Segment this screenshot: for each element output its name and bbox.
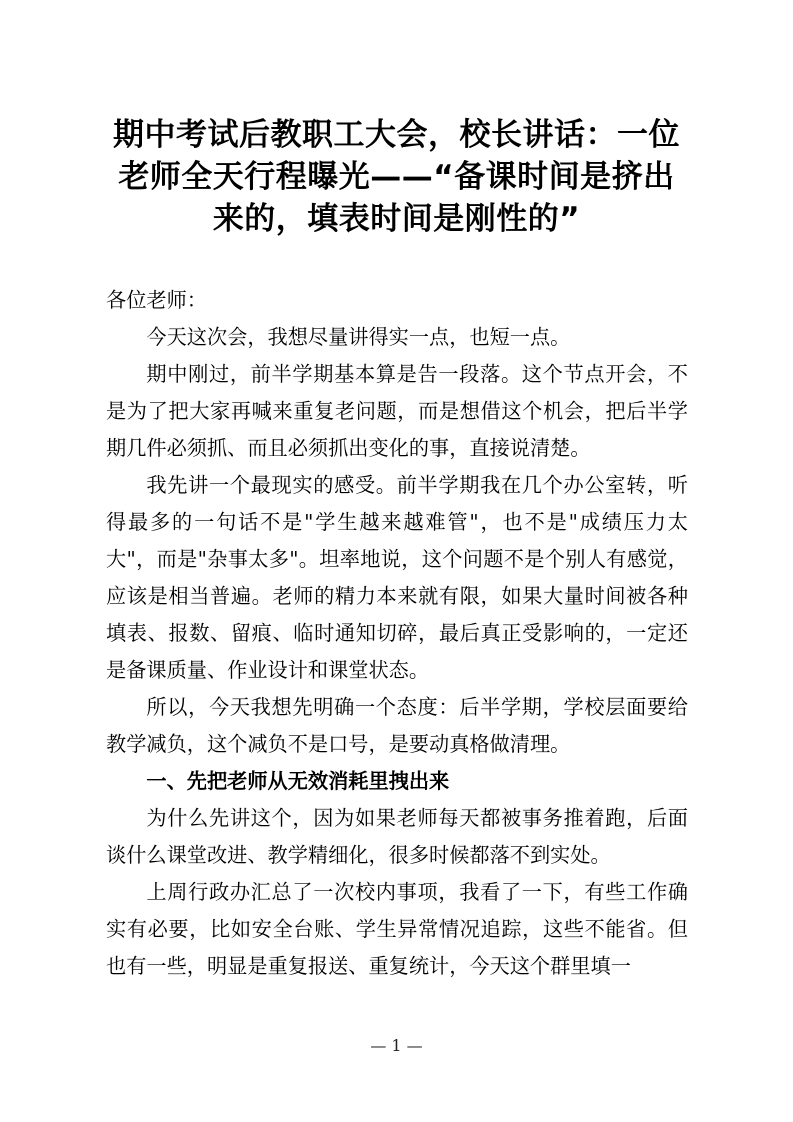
- salutation: 各位老师：: [106, 288, 207, 312]
- paragraph-1: 今天这次会，我想尽量讲得实一点，也短一点。: [146, 325, 571, 349]
- page-number: — 1 —: [370, 1036, 423, 1055]
- paragraph-3: 我先讲一个最现实的感受。前半学期我在几个办公室转，听得最多的一句话不是"学生越来越难管"，也不是"成绩压力太大"，而是"杂事太多"。坦率地说，这个问题不是个别人有感觉，应该是相当普遍。老师的精力本来就有限，如果大量时间被各种填表、报数、留痕、临时通知切碎，最后真正受影响的，一定还是备课质量、作业设计和课堂状态。: [106, 473, 688, 682]
- document-body: [106, 282, 688, 985]
- document-title: [100, 114, 693, 240]
- paragraph-2: 期中刚过，前半学期基本算是告一段落。这个节点开会，不是为了把大家再喊来重复老问题，而是想借这个机会，把后半学期几件必须抓、而且必须抓出变化的事，直接说清楚。: [106, 362, 688, 460]
- paragraph-4: 所以，今天我想先明确一个态度：后半学期，学校层面要给教学减负，这个减负不是口号，是要动真格做清理。: [106, 695, 688, 756]
- section-paragraph-1: 为什么先讲这个，因为如果老师每天都被事务推着跑，后面谈什么课堂改进、教学精细化，很多时候都落不到实处。: [106, 806, 688, 867]
- title-line-1: 期中考试后教职工大会，校长讲话：一位: [113, 117, 680, 153]
- section-heading: 一、先把老师从无效消耗里拽出来: [146, 769, 450, 793]
- title-line-2: 老师全天行程曝光——“备课时间是挤出: [118, 159, 675, 195]
- title-line-3: 来的，填表时间是刚性的”: [212, 201, 581, 237]
- section-paragraph-2: 上周行政办汇总了一次校内事项，我看了一下，有些工作确实有必要，比如安全台账、学生异常情况追踪，这些不能省。但也有一些，明显是重复报送、重复统计，今天这个群里填一: [106, 880, 688, 978]
